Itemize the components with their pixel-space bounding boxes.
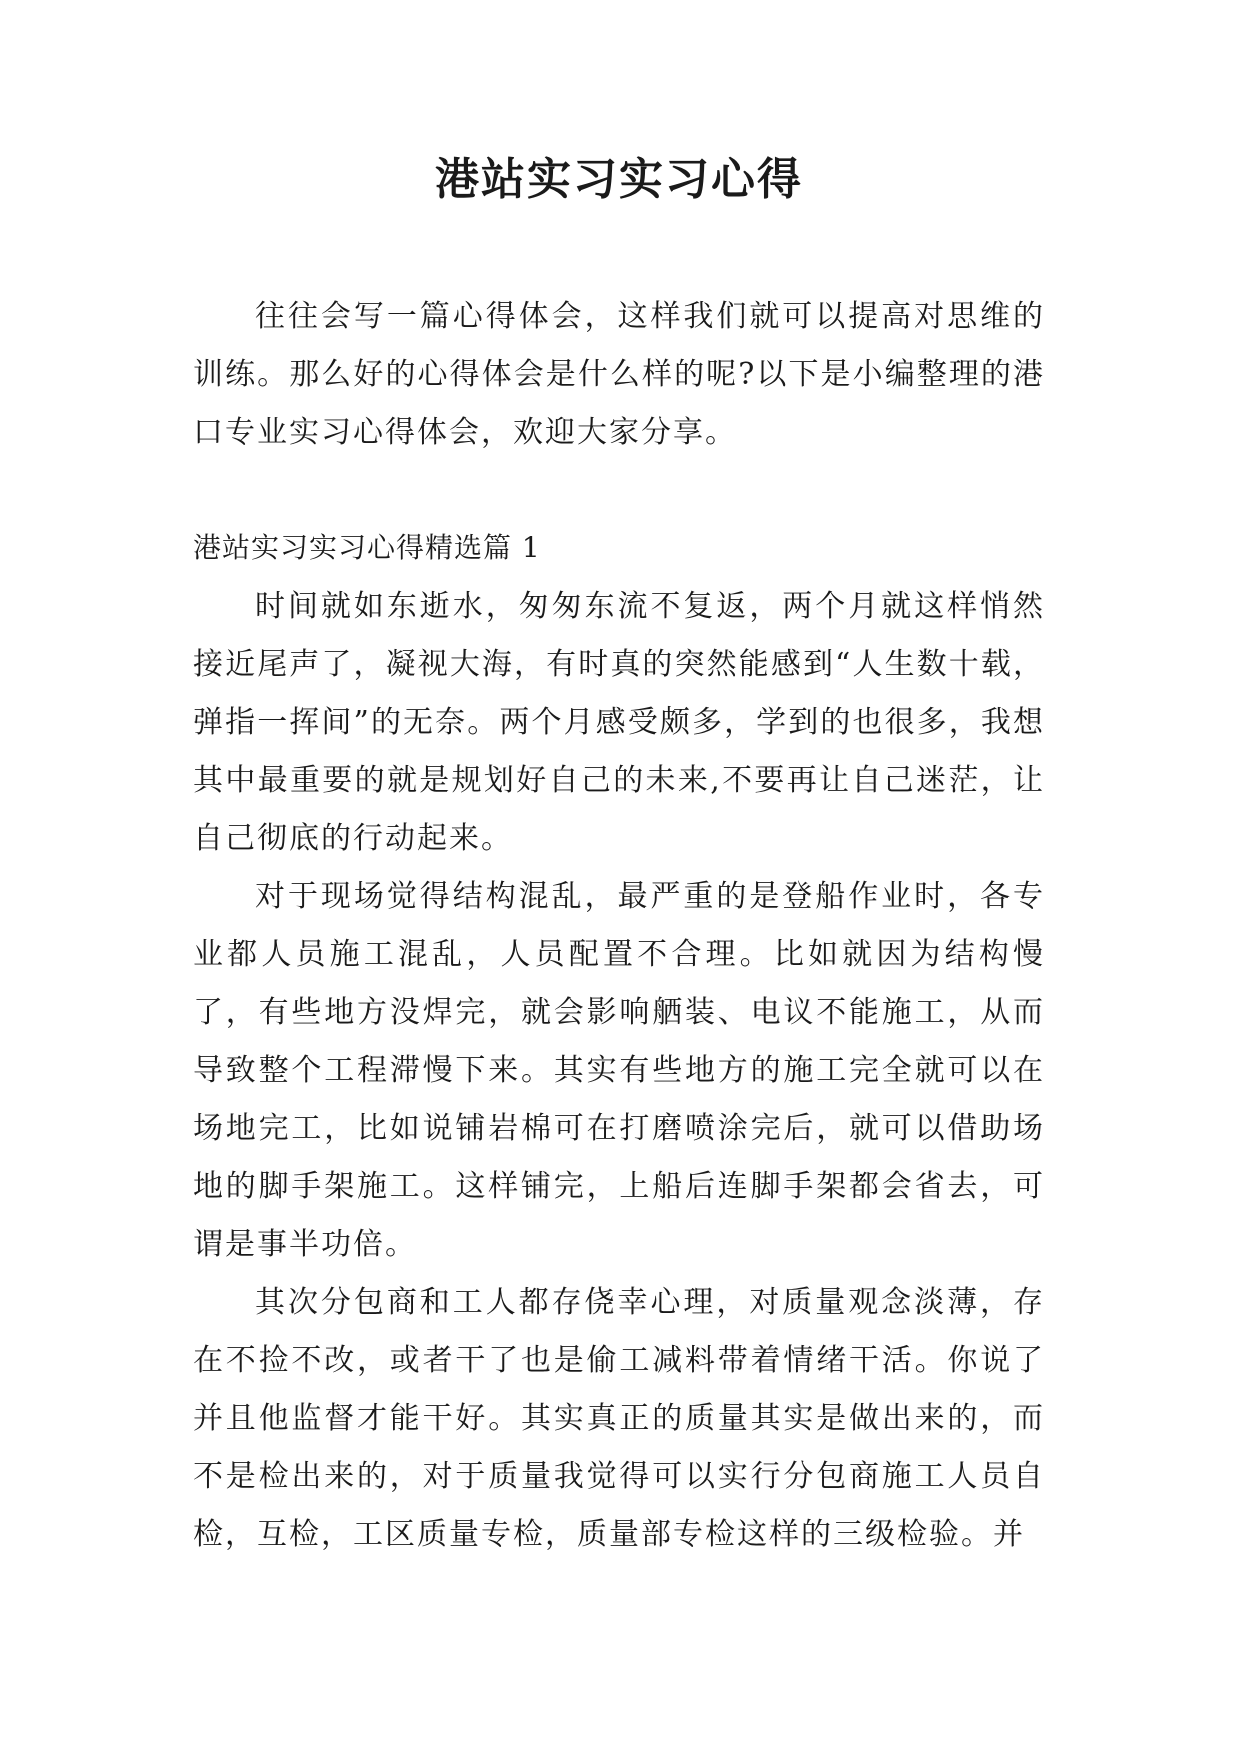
body-paragraph: 对于现场觉得结构混乱，最严重的是登船作业时，各专业都人员施工混乱，人员配置不合理。比如就因为结构慢了，有些地方没焊完，就会影响舾装、电议不能施工，从而导致整个工程滞慢下来。其实有些地方的施工完全就可以在场地完工，比如说铺岩棉可在打磨喷涂完后，就可以借助场地的脚手架施工。这样铺完，上船后连脚手架都会省去，可谓是事半功倍。	[193, 879, 1045, 1262]
section-heading: 港站实习实习心得精选篇 1	[193, 531, 541, 564]
intro-paragraph: 往往会写一篇心得体会，这样我们就可以提高对思维的训练。那么好的心得体会是什么样的呢?以下是小编整理的港口专业实习心得体会，欢迎大家分享。	[193, 299, 1045, 450]
document-title: 港站实习实习心得	[435, 154, 803, 205]
body-paragraph: 其次分包商和工人都存侥幸心理，对质量观念淡薄，存在不捡不改，或者干了也是偷工减料带着情绪干活。你说了并且他监督才能干好。其实真正的质量其实是做出来的，而不是检出来的，对于质量我觉得可以实行分包商施工人员自检，互检，工区质量专检，质量部专检这样的三级检验。并	[193, 1285, 1045, 1552]
section-body	[193, 578, 1045, 1564]
body-paragraph: 时间就如东逝水，匆匆东流不复返，两个月就这样悄然接近尾声了，凝视大海，有时真的突然能感到“人生数十载，弹指一挥间”的无奈。两个月感受颇多，学到的也很多，我想其中最重要的就是规划好自己的未来,不要再让自己迷茫，让自己彻底的行动起来。	[193, 589, 1045, 856]
